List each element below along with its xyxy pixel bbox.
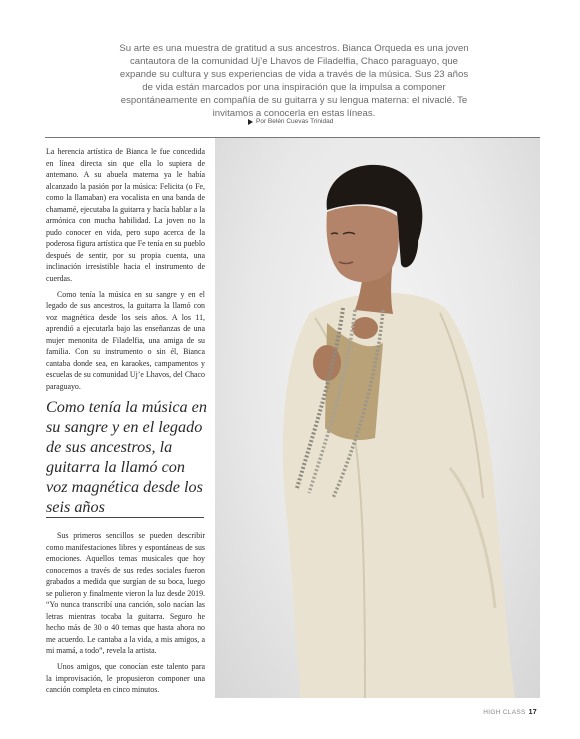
pull-quote: Como tenía la música en su sangre y en el legado de sus ancestros, la guitarra la llamó con voz magnética desde los seis años <box>46 398 207 516</box>
body-column-top <box>46 146 205 392</box>
page-number: 17 <box>528 709 537 716</box>
byline-author: Por Belén Cuevas Trinidad <box>256 118 334 125</box>
magazine-name: HIGH CLASS <box>483 709 526 716</box>
body-column-bottom <box>46 530 205 696</box>
body-paragraph: Unos amigos, que conocían este talento para la improvisación, le propusieron componer una canción completa en cinco minutos. <box>46 662 205 695</box>
byline <box>248 118 333 125</box>
portrait-photo <box>215 138 540 698</box>
body-paragraph: La herencia artística de Bianca le fue concedida en línea directa sin que ella lo supiera de antemano. A su abuela materna ya le había alcanzado la pasión por la música: Felicita (o Fe, como la llamaban) era vocalista en una banda de chamamé, ejecutaba la guitarra y hacía hablar a la armónica con mucha habilidad. La joven no la pudo conocer en vida, pero supo acerca de la poderosa figura artística que Fe tenía en su pueblo después de sentir, por su propia cuenta, una inclinación irresistible hacia el instrumento de cuerdas. <box>46 147 205 284</box>
page-folio <box>483 709 537 716</box>
body-paragraph: Sus primeros sencillos se pueden describir como manifestaciones libres y espontáneas de sus emociones. Aquellos temas musicales que hoy conocemos a través de sus redes sociales fueron grabados a medida que surgían de su boca, luego se pulieron y finalmente vieron la luz desde 2019. “Yo nunca transcribí una canción, solo nacían las letras mientras tocaba la guitarra. Seguro he hecho más de 30 o 40 temas que hasta ahora no me acuerdo. Le cantaba a la vida, a mis amigos, a mi mamá, a todo”, revela la artista. <box>46 531 205 656</box>
intro-paragraph: Su arte es una muestra de gratitud a sus ancestros. Bianca Orqueda es una joven cantautora de la comunidad Uj’e Lhavos de Filadelfia, Chaco paraguayo, que expande su cultura y sus experiencias de vida a través de la música. Sus 23 años de vida están marcados por una inspiración que la impulsa a componer espontáneamente en compañía de su guitarra y su lengua materna: el nivaclé. Te invitamos a conocerla en estas líneas. <box>119 43 469 119</box>
triangle-bullet-icon <box>248 119 253 125</box>
body-paragraph: Como tenía la música en su sangre y en el legado de sus ancestros, la guitarra la llamó con voz magnética desde los seis años. A los 11, aprendió a ejecutarla bajo las enseñanzas de una mujer menonita de Filadelfia, una amiga de su familia. Con su instrumento o sin él, Bianca cantaba donde sea, en karaokes, campamentos y escuelas de su comunidad Uj’e Lhavos, del Chaco paraguayo. <box>46 289 205 391</box>
pull-quote-divider <box>46 517 204 518</box>
